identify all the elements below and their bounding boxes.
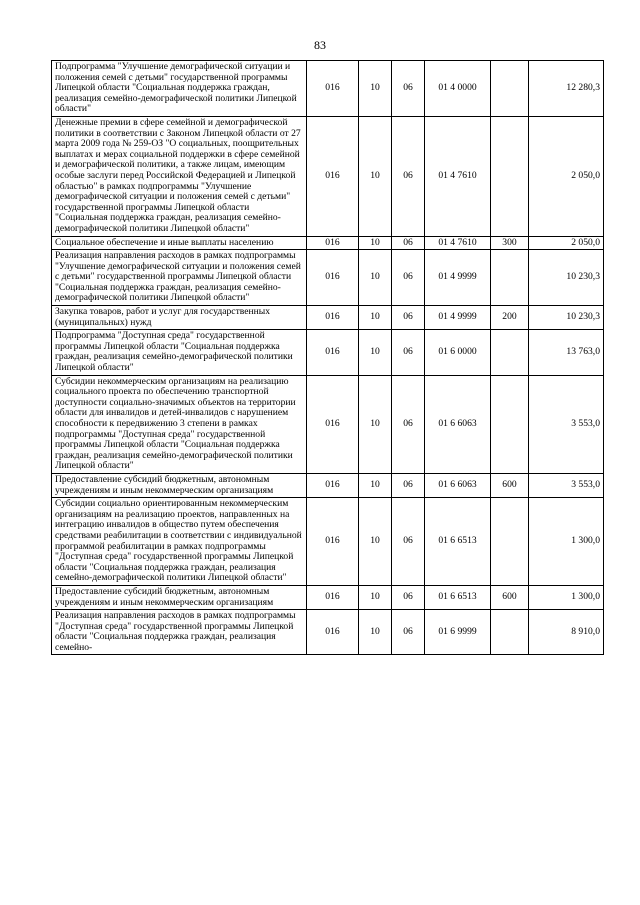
- cell-row-name: Подпрограмма "Доступная среда" государственной программы Липецкой области "Социальная поддержка граждан, реализация семейно-демографической политики Липецкой области": [52, 330, 307, 375]
- cell-amount: 8 910,0: [529, 610, 604, 655]
- cell-row-name: Субсидии социально ориентированным некоммерческим организациям на реализацию проектов, направленных на интеграцию инвалидов в общество путем обеспечения средствами реабилитации в соответствии с индивидуальной программой реабилитации в рамках подпрограммы "Доступная среда" государственной программы Липецкой области "Социальная поддержка граждан, реализация семейно-демографической политики Липецкой области": [52, 498, 307, 586]
- cell-target-article: 01 6 6513: [425, 498, 491, 586]
- cell-expense-type: [491, 61, 529, 117]
- cell-ministry-code: 016: [307, 375, 359, 473]
- cell-section-code: 10: [359, 250, 392, 306]
- cell-amount: 12 280,3: [529, 61, 604, 117]
- table-row: [52, 498, 604, 586]
- table-row: [52, 473, 604, 497]
- cell-ministry-code: 016: [307, 585, 359, 609]
- cell-row-name: Предоставление субсидий бюджетным, автономным учреждениям и иным некоммерческим организациям: [52, 585, 307, 609]
- table-row: [52, 236, 604, 250]
- cell-amount: 13 763,0: [529, 330, 604, 375]
- cell-target-article: 01 4 7610: [425, 236, 491, 250]
- cell-ministry-code: 016: [307, 473, 359, 497]
- table-row: [52, 375, 604, 473]
- cell-expense-type: [491, 250, 529, 306]
- cell-target-article: 01 4 0000: [425, 61, 491, 117]
- cell-expense-type: [491, 498, 529, 586]
- cell-amount: 10 230,3: [529, 250, 604, 306]
- cell-target-article: 01 4 7610: [425, 116, 491, 236]
- cell-expense-type: [491, 330, 529, 375]
- cell-subsection-code: 06: [392, 306, 425, 330]
- cell-section-code: 10: [359, 473, 392, 497]
- cell-target-article: 01 6 0000: [425, 330, 491, 375]
- cell-expense-type: [491, 610, 529, 655]
- cell-amount: 3 553,0: [529, 375, 604, 473]
- cell-row-name: Реализация направления расходов в рамках подпрограммы "Доступная среда" государственной программы Липецкой области "Социальная поддержка граждан, реализация семейно-: [52, 610, 307, 655]
- cell-section-code: 10: [359, 498, 392, 586]
- table-row: [52, 330, 604, 375]
- cell-target-article: 01 4 9999: [425, 306, 491, 330]
- cell-subsection-code: 06: [392, 473, 425, 497]
- table-row: [52, 306, 604, 330]
- cell-ministry-code: 016: [307, 250, 359, 306]
- cell-expense-type: 300: [491, 236, 529, 250]
- cell-section-code: 10: [359, 306, 392, 330]
- cell-section-code: 10: [359, 330, 392, 375]
- cell-subsection-code: 06: [392, 330, 425, 375]
- budget-table-body: [52, 61, 604, 655]
- cell-row-name: Подпрограмма "Улучшение демографической ситуации и положения семей с детьми" государственной программы Липецкой области "Социальная поддержка граждан, реализация семейно-демографической политики Липецкой области": [52, 61, 307, 117]
- table-row: [52, 585, 604, 609]
- cell-section-code: 10: [359, 375, 392, 473]
- table-row: [52, 250, 604, 306]
- cell-ministry-code: 016: [307, 236, 359, 250]
- cell-amount: 10 230,3: [529, 306, 604, 330]
- cell-subsection-code: 06: [392, 116, 425, 236]
- cell-row-name: Денежные премии в сфере семейной и демографической политики в соответствии с Законом Липецкой области от 27 марта 2009 года № 259-ОЗ "О социальных, поощрительных выплатах и мерах социальной поддержки в сфере семейной и демографической политики, а также лицам, имеющим особые заслуги перед Российской Федерацией и Липецкой областью" в рамках подпрограммы "Улучшение демографической ситуации и положения семей с детьми" государственной программы Липецкой области "Социальная поддержка граждан, реализация семейно-демографической политики Липецкой области": [52, 116, 307, 236]
- cell-ministry-code: 016: [307, 61, 359, 117]
- cell-expense-type: 600: [491, 585, 529, 609]
- cell-subsection-code: 06: [392, 236, 425, 250]
- cell-amount: 2 050,0: [529, 236, 604, 250]
- table-row: [52, 116, 604, 236]
- cell-target-article: 01 6 6063: [425, 473, 491, 497]
- cell-expense-type: [491, 375, 529, 473]
- cell-ministry-code: 016: [307, 306, 359, 330]
- cell-subsection-code: 06: [392, 375, 425, 473]
- cell-target-article: 01 4 9999: [425, 250, 491, 306]
- cell-target-article: 01 6 9999: [425, 610, 491, 655]
- cell-section-code: 10: [359, 585, 392, 609]
- cell-ministry-code: 016: [307, 498, 359, 586]
- cell-section-code: 10: [359, 236, 392, 250]
- cell-row-name: Предоставление субсидий бюджетным, автономным учреждениям и иным некоммерческим организациям: [52, 473, 307, 497]
- cell-row-name: Реализация направления расходов в рамках подпрограммы "Улучшение демографической ситуации и положения семей с детьми" государственной программы Липецкой области "Социальная поддержка граждан, реализация семейно-демографической политики Липецкой области": [52, 250, 307, 306]
- cell-subsection-code: 06: [392, 498, 425, 586]
- cell-ministry-code: 016: [307, 116, 359, 236]
- cell-amount: 3 553,0: [529, 473, 604, 497]
- cell-section-code: 10: [359, 610, 392, 655]
- cell-subsection-code: 06: [392, 585, 425, 609]
- cell-section-code: 10: [359, 116, 392, 236]
- cell-expense-type: [491, 116, 529, 236]
- cell-subsection-code: 06: [392, 610, 425, 655]
- page-number: 83: [314, 38, 326, 52]
- budget-table: [51, 60, 604, 655]
- cell-section-code: 10: [359, 61, 392, 117]
- cell-row-name: Субсидии некоммерческим организациям на реализацию социального проекта по обеспечению транспортной доступности социально-значимых объектов на территории области для инвалидов и детей-инвалидов с нарушением способности к передвижению 3 степени в рамках подпрограммы "Доступная среда" государственной программы Липецкой области "Социальная поддержка граждан, реализация семейно-демографической политики Липецкой области": [52, 375, 307, 473]
- cell-subsection-code: 06: [392, 250, 425, 306]
- cell-row-name: Социальное обеспечение и иные выплаты населению: [52, 236, 307, 250]
- cell-row-name: Закупка товаров, работ и услуг для государственных (муниципальных) нужд: [52, 306, 307, 330]
- cell-amount: 1 300,0: [529, 498, 604, 586]
- table-row: [52, 610, 604, 655]
- cell-ministry-code: 016: [307, 330, 359, 375]
- cell-ministry-code: 016: [307, 610, 359, 655]
- cell-target-article: 01 6 6063: [425, 375, 491, 473]
- cell-expense-type: 200: [491, 306, 529, 330]
- cell-amount: 2 050,0: [529, 116, 604, 236]
- cell-target-article: 01 6 6513: [425, 585, 491, 609]
- cell-amount: 1 300,0: [529, 585, 604, 609]
- table-row: [52, 61, 604, 117]
- cell-expense-type: 600: [491, 473, 529, 497]
- cell-subsection-code: 06: [392, 61, 425, 117]
